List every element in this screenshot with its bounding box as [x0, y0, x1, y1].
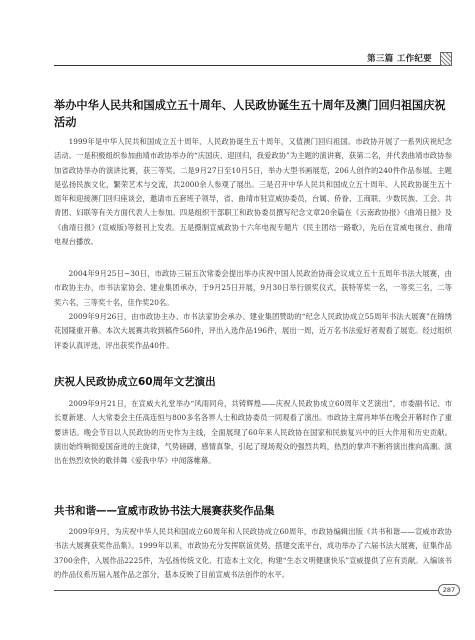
header-ornament — [440, 52, 452, 66]
header-rule — [54, 65, 452, 66]
section-label: 第三篇 工作纪要 — [364, 52, 435, 64]
article-paragraph-2: 2004年9月25日~30日，市政协三届五次常委会提出举办庆祝中国人民政治协商会议成立五十五周年书法大展赛，由市政协主办，市书法家协会、建业集团承办，于9月25日开展，9月30日举行颁奖仪式，获特等奖一名，一等奖三名，二等奖六名，三等奖十名，佳作奖20名。 — [54, 269, 452, 307]
article-title: 举办中华人民共和国成立五十周年、人民政协诞生五十周年及澳门回归祖国庆祝活动 — [54, 99, 446, 129]
footer-rule — [54, 590, 438, 591]
section-paragraph-performance: 2009年9月21日，在宣威大礼堂举办“风雨同舟，共铸辉煌——庆祝人民政协成立60周年文艺演出”，市委副书记、市长夏新建、人大常委会主任高连恒与800多名各界人士和政协委员一同观看了演出。市政协主席肖坤华在晚会开幕时作了重要讲话。晚会节目以人民政协的历史作为主线，全面展现了60年来人民政协在国家和民族复兴中的巨大作用和历史贡献。演出始终响彻爱国奋进的主旋律，气势磅礴，感情真挚，引起了现场观众的强烈共鸣，热烈的掌声不断将演出推向高潮。演出在热烈欢快的歌伴舞《爱我中华》中闻落帷幕。 — [54, 399, 452, 466]
running-header — [54, 53, 452, 67]
page-number: 287 — [438, 584, 460, 596]
article-paragraph-3: 2009年9月26日，由市政协主办、市书法家协会承办、建业集团赞助的“纪念人民政协成立55周年书法大展赛”在锦绣花园隆重开幕。本次大展赛共收到稿件560件，评出入选作品196件，展出一周，近万名书法爱好者观看了展览。经过组织评委认真评选，评出获奖作品40件。 — [54, 312, 452, 350]
section-heading-calligraphy: 共书和谐——宣威市政协书法大展赛获奖作品集 — [54, 505, 275, 517]
section-paragraph-calligraphy: 2009年9月，为庆祝中华人民共和国成立60周年和人民政协成立60周年，市政协编辑出版《共书和谐——宣威市政协书法大展赛获奖作品集》。1999年以来，市政协充分发挥联谊优势，搭建交流平台，成功举办了六届书法大展赛，征集作品3700余件，入展作品2225件，为弘扬传统文化、打造本土文化，构建“生态文明健康快乐”宣威提供了应有贡献。入编该书的作品仪系历届入展作品之部分，基本反映了目前宣威书法创作的水平。 — [54, 527, 452, 579]
section-heading-performance: 庆祝人民政协成立60周年文艺演出 — [54, 376, 216, 388]
article-paragraph-1: 1999年是中华人民共和国成立五十周年、人民政协诞生五十周年，又值澳门回归祖国。市政协开展了一系列庆祝纪念活动。一是积极组织参加曲靖市政协举办的“庆国庆、迎回归，我爱政协”为主题的演讲赛，获第二名，并代表曲靖市政协参加省政协举办的演讲比赛，获三等奖。二是9月27日至10月5日，举办大型书画展览，206人创作的240件作品参展。主题是弘扬民族文化，繁荣艺术与交流，共2000余人参观了展出。三是召开中华人民共和国成立五十周年、人民政协诞生五十周年和迎接澳门回归座谈会，邀请市五套班子领导，省、曲靖市驻宣威协委员，台属、侨眷、工商联、少数民族、工会、共青团、妇联等有关方面代表人士参加。四是组织干部职工和政协委员撰写纪念文章20余篇在《云南政协报》《曲靖日报》及《曲靖日报》(宣威版)等报刊上发表。五是摄制宣威政协十六年电视专题片《民主团结一路歌》，先后在宣威电视台、曲靖电视台播放。 — [54, 137, 452, 247]
